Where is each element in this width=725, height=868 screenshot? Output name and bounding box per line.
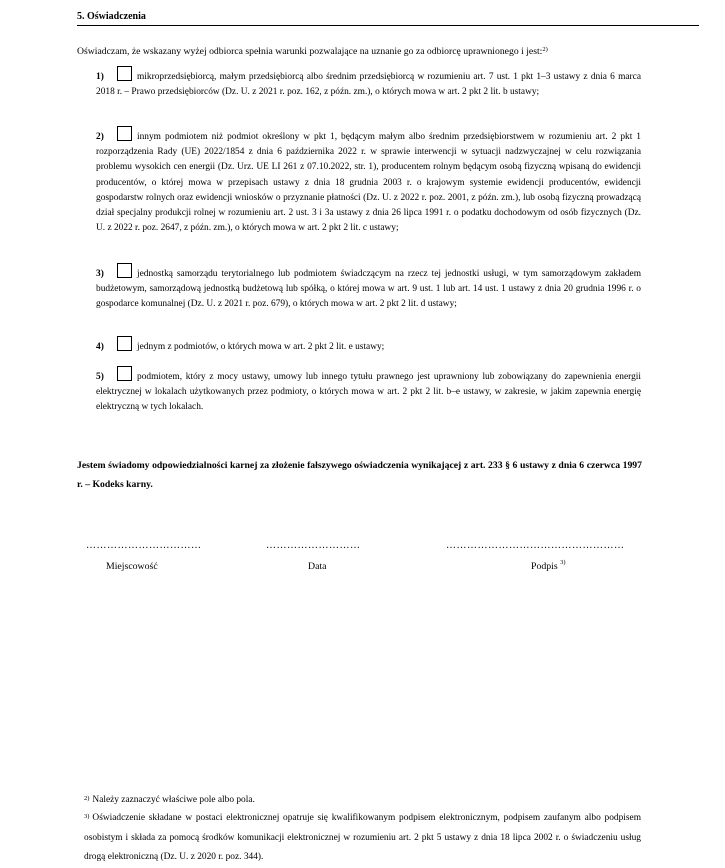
option-2-text: innym podmiotem niż podmiot określony w pkt 1, będącym małym albo średnim przedsiębiorstwem w rozumieniu art. 2 pkt 1 rozporządzenia Rady (UE) 2022/1854 z dnia 6 października 2022 r. w sprawie interwencji w sytuacji nadzwyczajnej w celu rozwiązania problemu wysokich cen energii (Dz. Urz. UE LI 261 z 07.10.2022, str. 1), producentem rolnym będącym osobą fizyczną wpisaną do ewidencji producentów, o której mowa w przepisach ustawy z dnia 18 grudnia 2003 r. o krajowym systemie ewidencji producentów, ewidencji gospodarstw rolnych oraz ewidencji wniosków o przyznanie płatności (Dz. U. z 2022 r. poz. 2001, z późn. zm.), lub osobą fizyczną prowadzącą dział specjalny produkcji rolnej w rozumieniu art. 2 ust. 3 i 3a ustawy z dnia 26 lipca 1991 r. o podatku dochodowym od osób fizycznych (Dz. U. z 2022 r. poz. 2647, z późn. zm.), o których mowa w art. 2 pkt 2 lit. c ustawy;	[96, 132, 641, 234]
option-1	[96, 66, 641, 100]
option-4-checkbox[interactable]	[117, 336, 132, 351]
intro-statement	[77, 45, 548, 58]
signature-field[interactable]: ……………………………………………	[446, 540, 625, 551]
option-5	[96, 366, 641, 416]
option-3-text: jednostką samorządu terytorialnego lub podmiotem świadczącym na rzecz tej jednostki usługi, w tym samorządowym zakładem budżetowym, samorządową jednostką budżetową lub spółką, o której mowa w art. 9 ust. 1 lub art. 14 ust. 1 ustawy z dnia 20 grudnia 1996 r. o gospodarce komunalnej (Dz. U. z 2021 r. poz. 679), o których mowa w art. 2 pkt 2 lit. d ustawy;	[96, 269, 641, 310]
signature-label-group	[531, 561, 566, 572]
signature-label: Podpis	[531, 561, 558, 572]
option-3-number: 3)	[96, 269, 104, 279]
option-1-number: 1)	[96, 72, 104, 82]
date-field[interactable]: ………………………	[266, 540, 361, 551]
intro-text: Oświadczam, że wskazany wyżej odbiorca spełnia warunki pozwalające na uznanie go za odbiorcę uprawnionego i jest:	[77, 46, 543, 57]
option-4-text: jednym z podmiotów, o których mowa w art. 2 pkt 2 lit. e ustawy;	[137, 342, 385, 352]
place-label: Miejscowość	[106, 561, 158, 572]
date-label: Data	[308, 561, 327, 572]
liability-statement: Jestem świadomy odpowiedzialności karnej za złożenie fałszywego oświadczenia wynikającej z art. 233 § 6 ustawy z dnia 6 czerwca 1997 r. – Kodeks karny.	[77, 460, 642, 490]
option-4	[96, 336, 641, 355]
option-3-checkbox[interactable]	[117, 263, 132, 278]
option-5-checkbox[interactable]	[117, 366, 132, 381]
footnote-3-text: Oświadczenie składane w postaci elektronicznej opatruje się kwalifikowanym podpisem elektronicznym, podpisem zaufanym albo podpisem osobistym i składa za pomocą środków komunikacji elektronicznej w rozumieniu art. 2 pkt 5 ustawy z dnia 18 lipca 2002 r. o świadczeniu usług drogą elektroniczną (Dz. U. z 2020 r. poz. 344).	[84, 813, 641, 862]
option-3	[96, 263, 641, 313]
intro-footnote-ref: 2)	[542, 46, 548, 53]
option-2-checkbox[interactable]	[117, 126, 132, 141]
option-2-number: 2)	[96, 132, 104, 142]
footnote-2-text: Należy zaznaczyć właściwe pole albo pola.	[92, 795, 255, 805]
option-2	[96, 126, 641, 236]
option-4-number: 4)	[96, 342, 104, 352]
signature-footnote-ref: 3)	[560, 559, 566, 566]
option-1-text: mikroprzedsiębiorcą, małym przedsiębiorcą albo średnim przedsiębiorcą w rozumieniu art. 7 ust. 1 pkt 1–3 ustawy z dnia 6 marca 2018 r. – Prawo przedsiębiorców (Dz. U. z 2021 r. poz. 162, z późn. zm.), o których mowa w art. 2 pkt 2 lit. b ustawy;	[96, 72, 641, 98]
footnote-3-ref: 3)	[84, 813, 90, 820]
footnote-2-ref: 2)	[84, 795, 90, 802]
option-1-checkbox[interactable]	[117, 66, 132, 81]
option-5-text: podmiotem, który z mocy ustawy, umowy lub innego tytułu prawnego jest uprawniony lub zobowiązany do zapewnienia energii elektrycznej w lokalach użytkowanych przez podmioty, o których mowa w art. 2 pkt 2 lit. b–e ustawy, w zakresie, w jakim zapewnia energię elektryczną w tych lokalach.	[96, 372, 641, 413]
footnote-3	[84, 809, 641, 868]
option-5-number: 5)	[96, 372, 104, 382]
place-field[interactable]: ……………………………	[86, 540, 202, 551]
footnote-2	[84, 791, 641, 811]
section-title: 5. Oświadczenia	[77, 10, 699, 26]
